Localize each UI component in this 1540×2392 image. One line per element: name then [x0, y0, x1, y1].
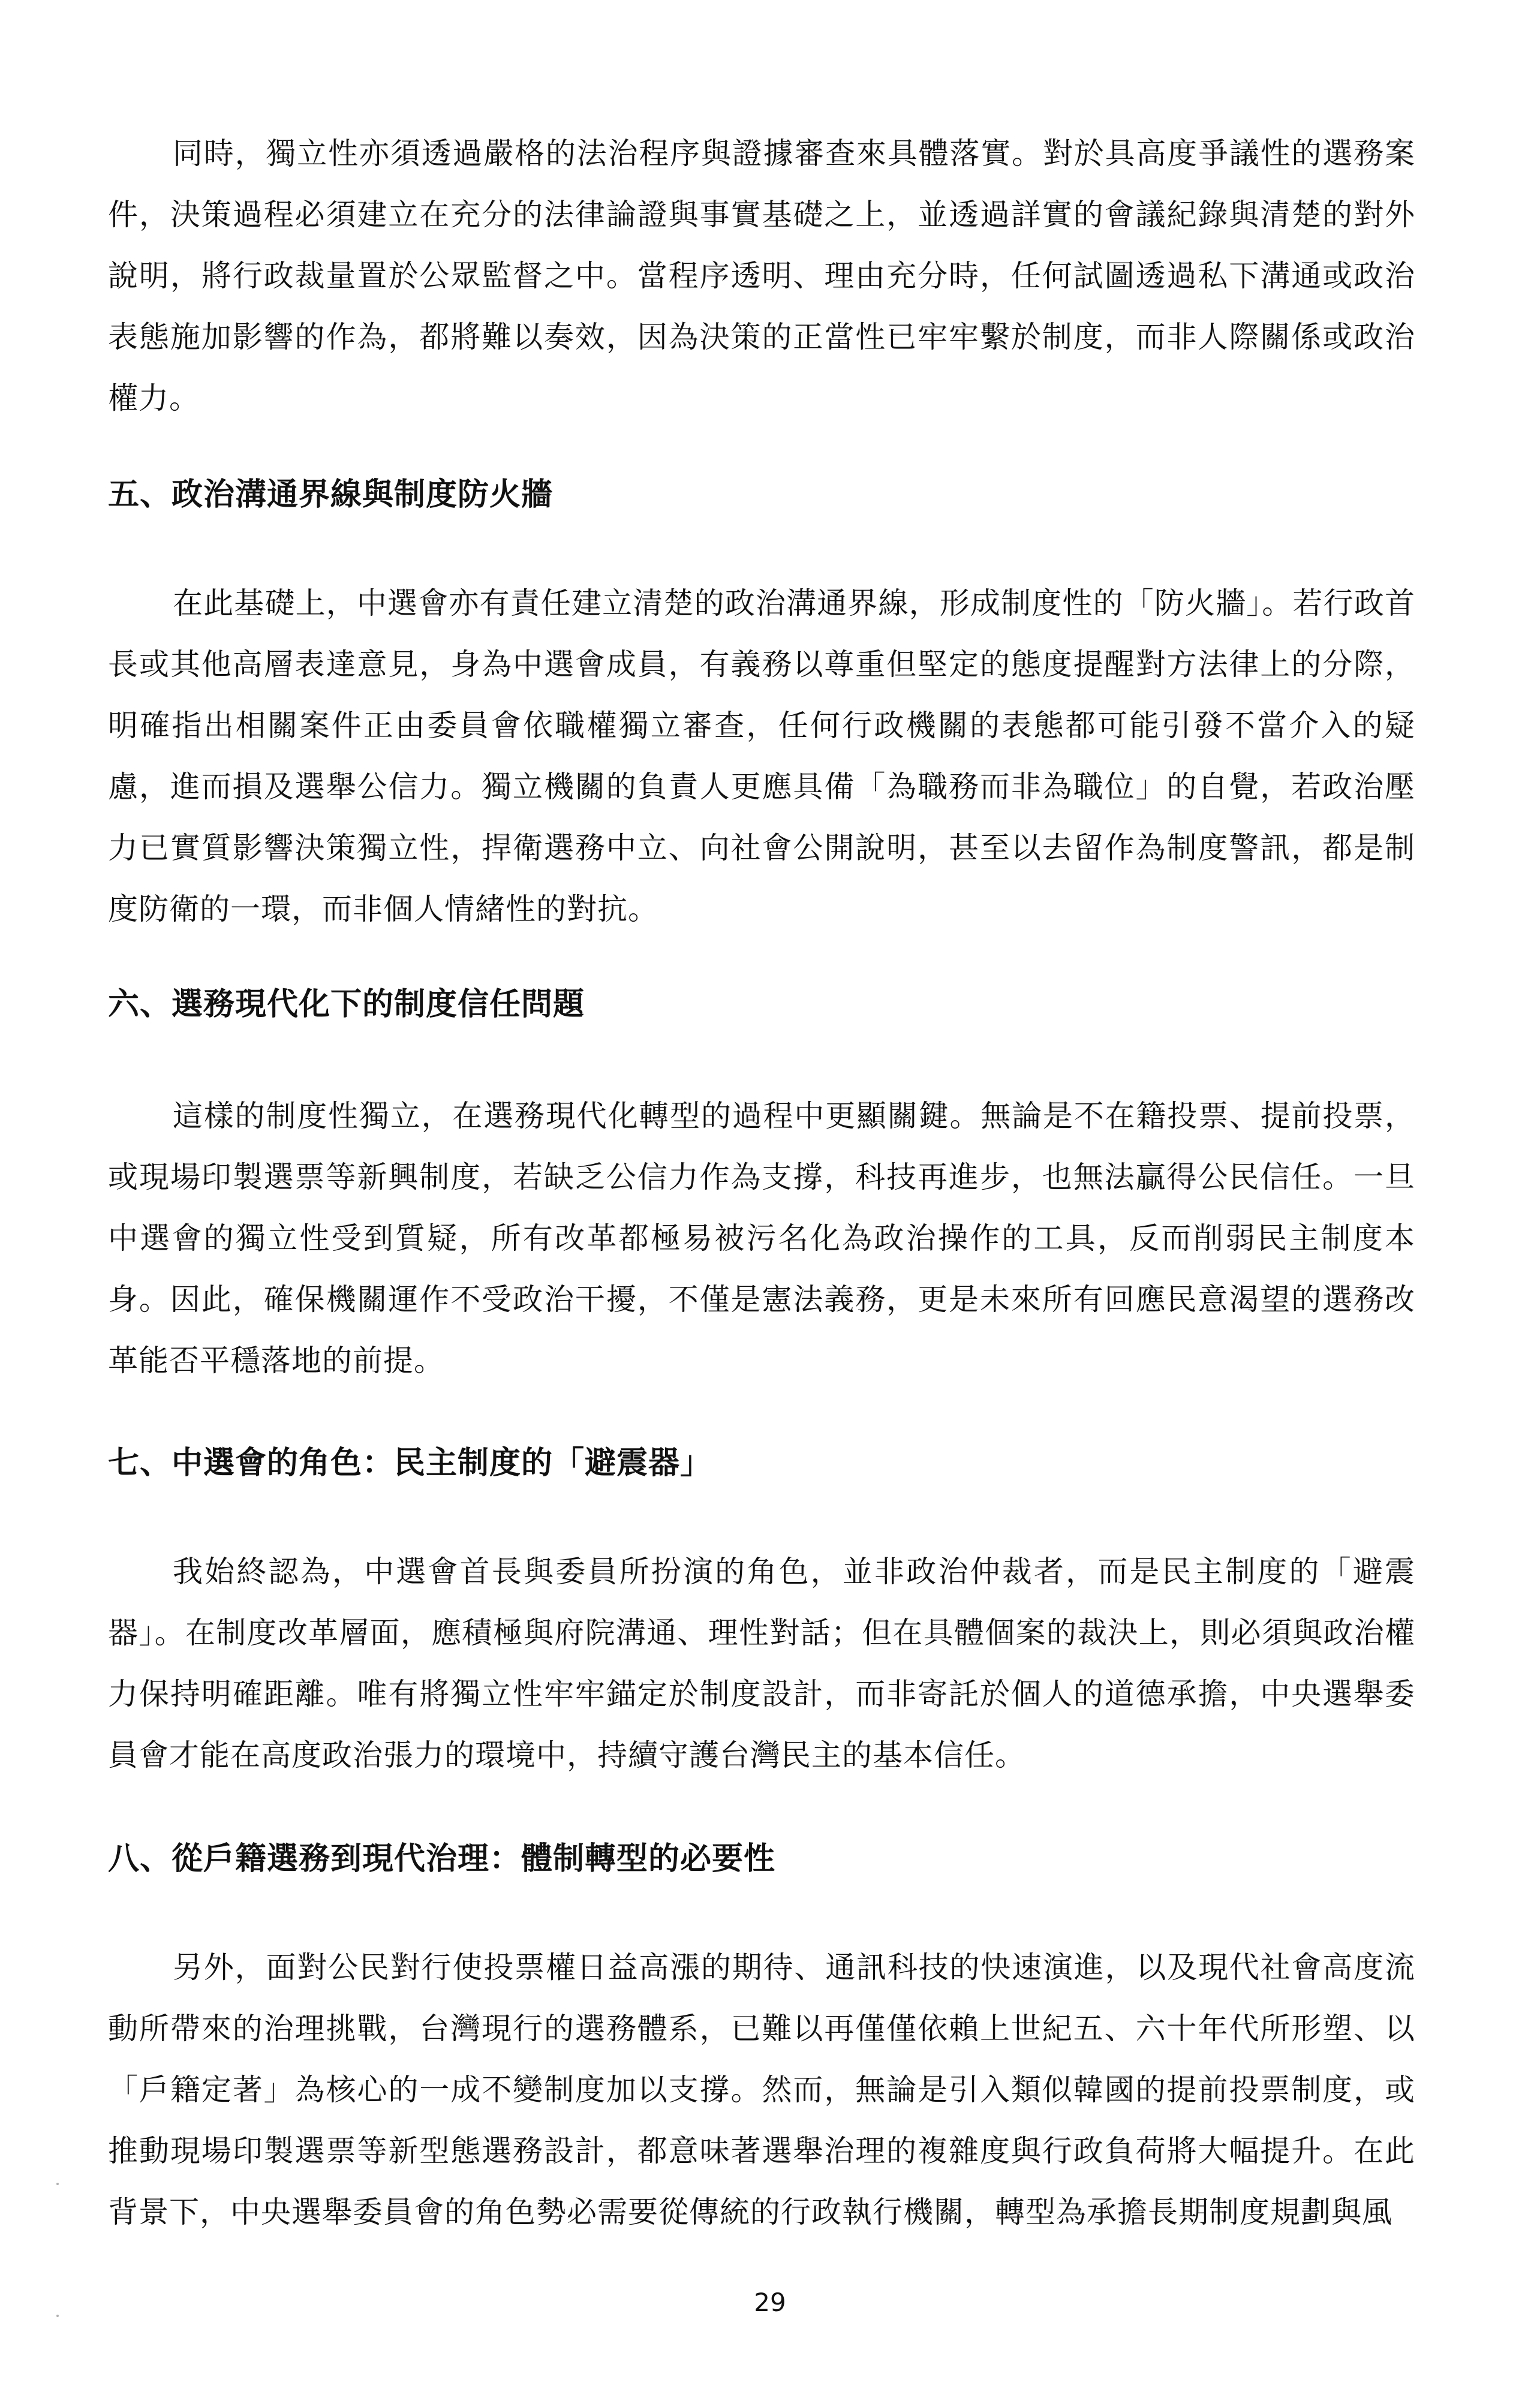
page-number: 29: [754, 2288, 786, 2317]
section-8-heading: 八、從戶籍選務到現代治理：體制轉型的必要性: [108, 1841, 776, 1877]
section-5-body: 在此基礎上，中選會亦有責任建立清楚的政治溝通界線，形成制度性的「防火牆」。若行政首長或其他高層表達意見，身為中選會成員，有義務以尊重但堅定的態度提醒對方法律上的分際，明確指出相關案件正由委員會依職權獨立審查，任何行政機關的表態都可能引發不當介入的疑慮，進而損及選舉公信力。獨立機關的負責人更應具備「為職務而非為職位」的自覺，若政治壓力已實質影響決策獨立性，捍衛選務中立、向社會公開說明，甚至以去留作為制度警訊，都是制度防衛的一環，而非個人情緒性的對抗。: [108, 586, 1415, 926]
section-7-body: 我始終認為，中選會首長與委員所扮演的角色，並非政治仲裁者，而是民主制度的「避震器」。在制度改革層面，應積極與府院溝通、理性對話；但在具體個案的裁決上，則必須與政治權力保持明確距離。唯有將獨立性牢牢錨定於制度設計，而非寄託於個人的道德承擔，中央選舉委員會才能在高度政治張力的環境中，持續守護台灣民主的基本信任。: [108, 1554, 1415, 1773]
scan-speck: [56, 2183, 59, 2185]
scan-speck: [56, 2315, 59, 2317]
section-6-heading: 六、選務現代化下的制度信任問題: [108, 986, 585, 1022]
section-5-heading: 五、政治溝通界線與制度防火牆: [108, 477, 554, 513]
section-6-body: 這樣的制度性獨立，在選務現代化轉型的過程中更顯關鍵。無論是不在籍投票、提前投票，或現場印製選票等新興制度，若缺乏公信力作為支撐，科技再進步，也無法贏得公民信任。一旦中選會的獨立性受到質疑，所有改革都極易被污名化為政治操作的工具，反而削弱民主制度本身。因此，確保機關運作不受政治干擾，不僅是憲法義務，更是未來所有回應民意渴望的選務改革能否平穩落地的前提。: [108, 1099, 1415, 1378]
section-8-body: 另外，面對公民對行使投票權日益高漲的期待、通訊科技的快速演進，以及現代社會高度流動所帶來的治理挑戰，台灣現行的選務體系，已難以再僅僅依賴上世紀五、六十年代所形塑、以「戶籍定著」為核心的一成不變制度加以支撐。然而，無論是引入類似韓國的提前投票制度，或推動現場印製選票等新型態選務設計，都意味著選舉治理的複雜度與行政負荷將大幅提升。在此背景下，中央選舉委員會的角色勢必需要從傳統的行政執行機關，轉型為承擔長期制度規劃與風: [108, 1950, 1415, 2229]
paragraph-intro: 同時，獨立性亦須透過嚴格的法治程序與證據審查來具體落實。對於具高度爭議性的選務案件，決策過程必須建立在充分的法律論證與事實基礎之上，並透過詳實的會議紀錄與清楚的對外說明，將行政裁量置於公眾監督之中。當程序透明、理由充分時，任何試圖透過私下溝通或政治表態施加影響的作為，都將難以奏效，因為決策的正當性已牢牢繫於制度，而非人際關係或政治權力。: [108, 136, 1415, 416]
section-7-heading: 七、中選會的角色：民主制度的「避震器」: [108, 1445, 712, 1481]
